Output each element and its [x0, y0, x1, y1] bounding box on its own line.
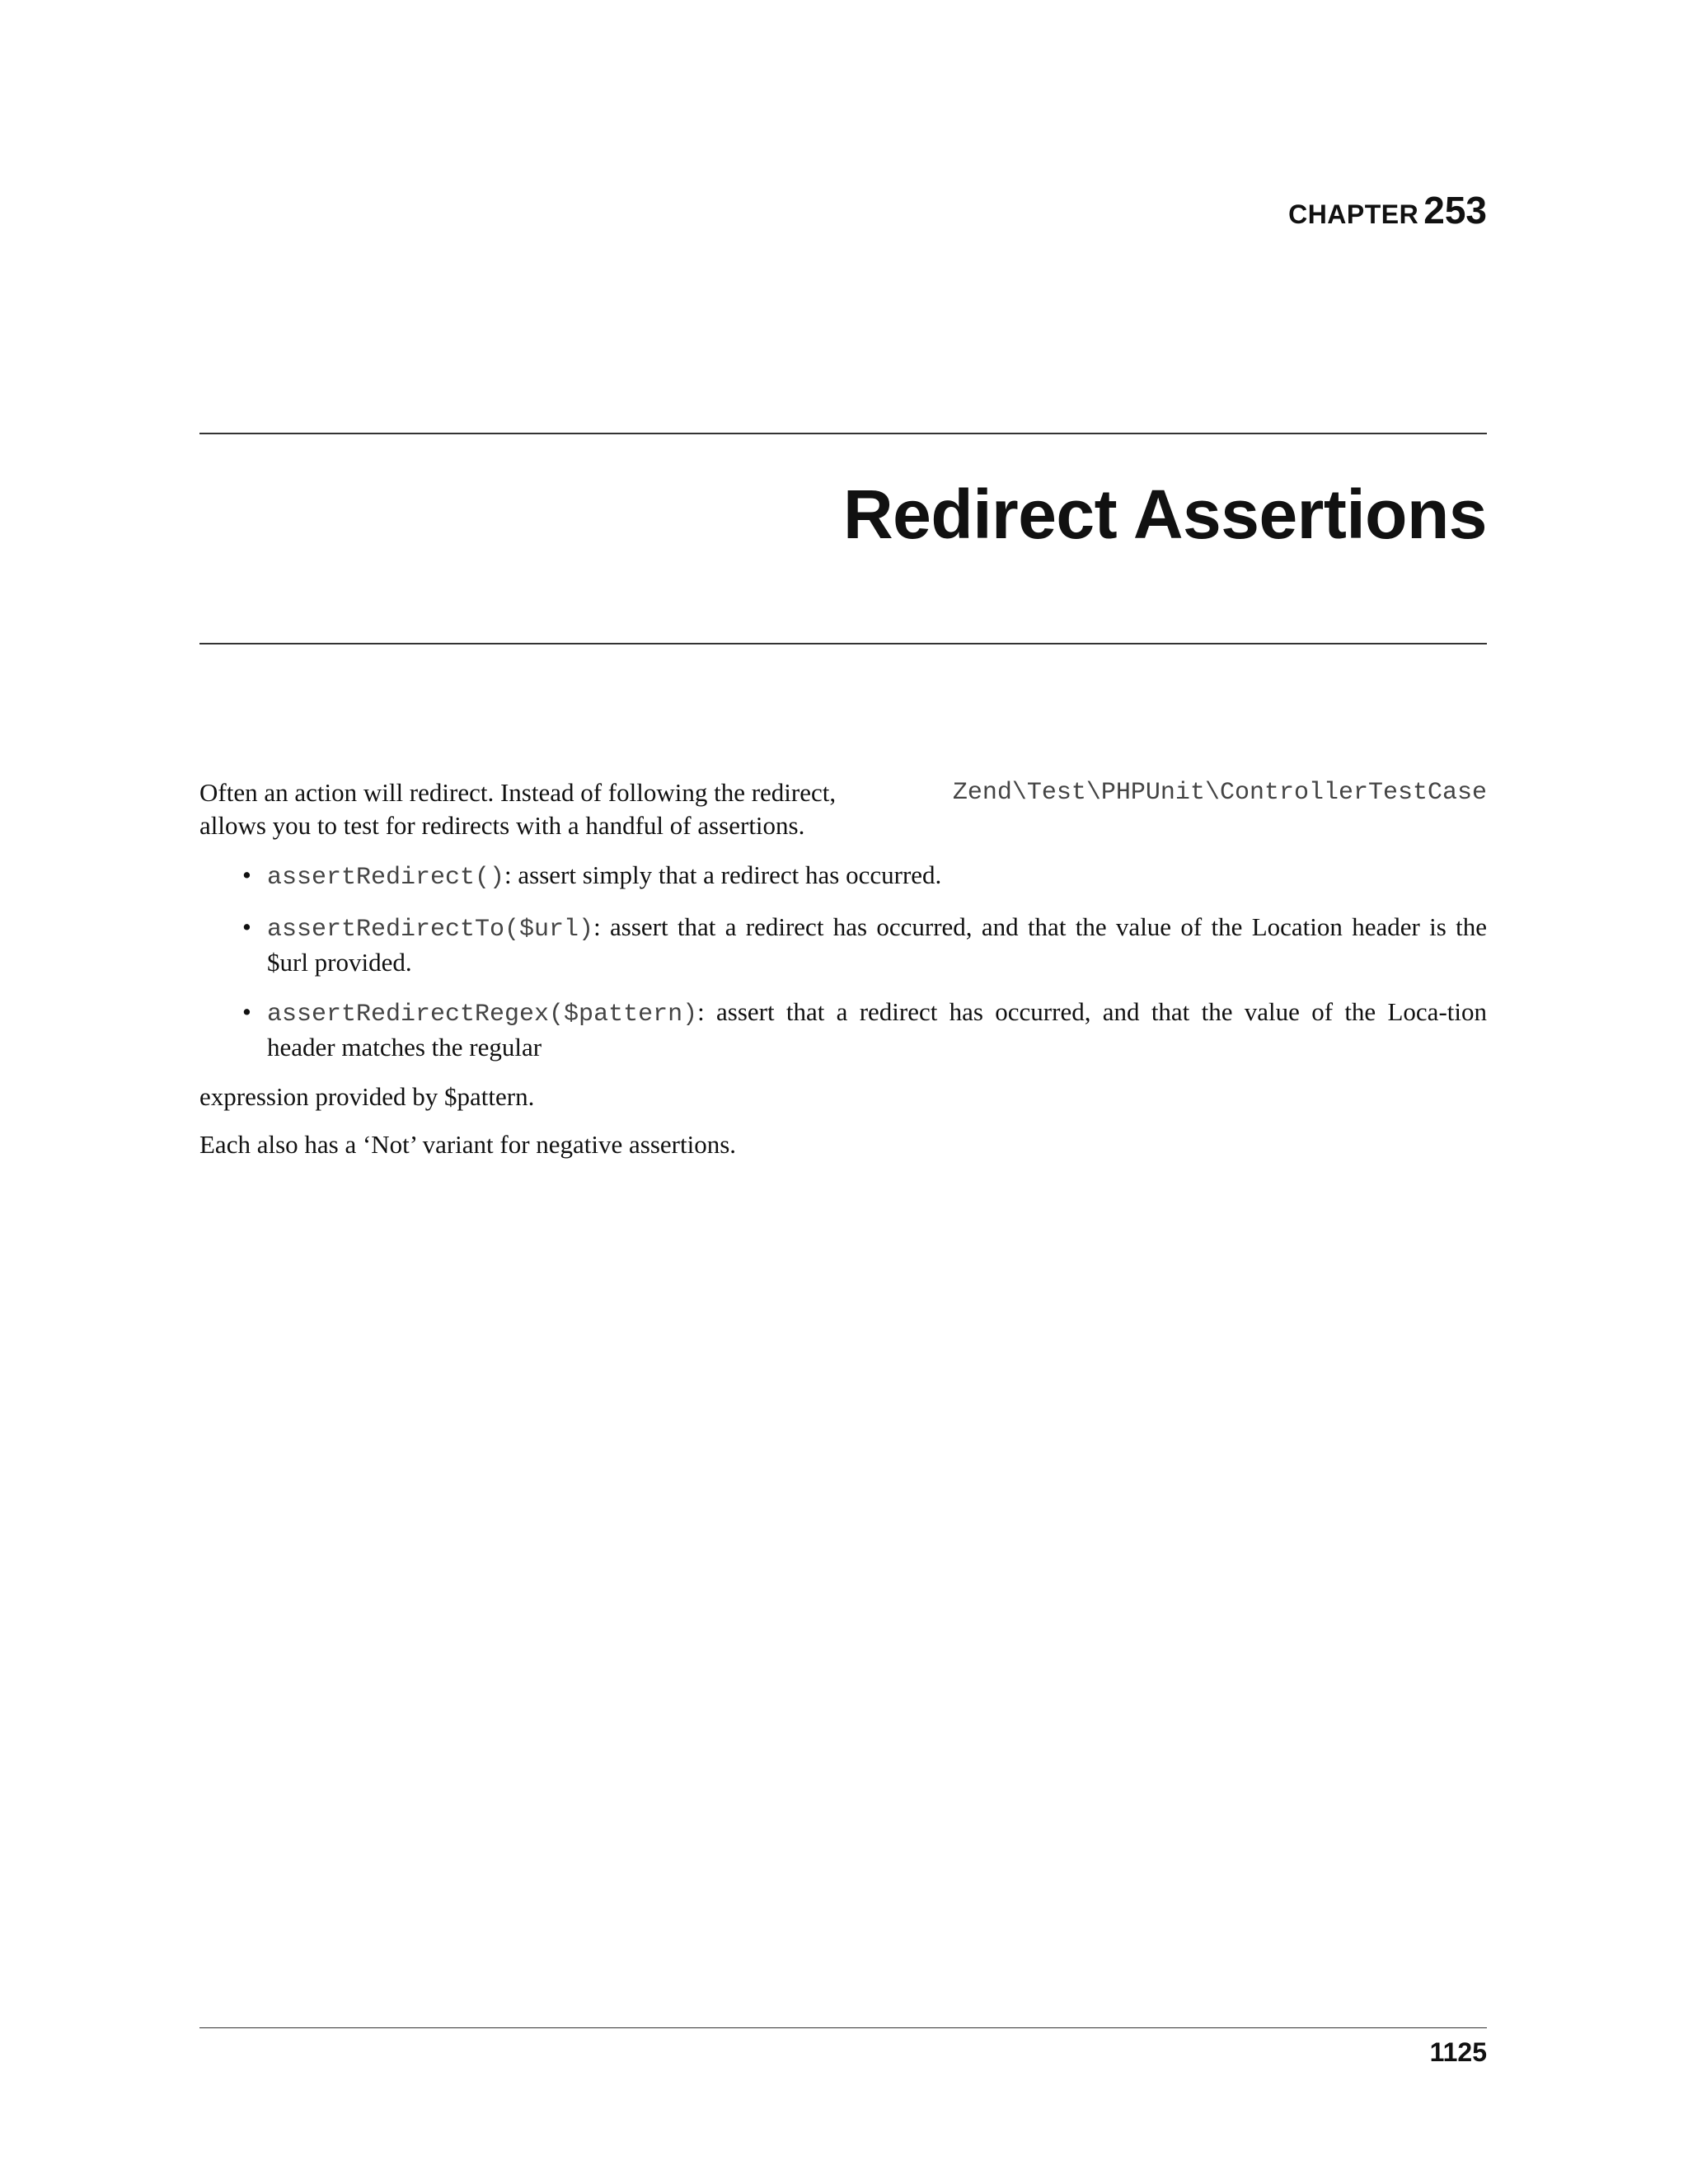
intro-line-1 — [199, 776, 1487, 809]
main-content — [199, 776, 1487, 1161]
chapter-word: CHAPTER — [1288, 199, 1419, 229]
title-bottom-divider — [199, 643, 1487, 644]
method-code: assertRedirectTo($url) — [267, 916, 594, 944]
bullet-icon: • — [242, 912, 251, 941]
list-item — [242, 911, 1487, 979]
page-number: 1125 — [1429, 2037, 1487, 2067]
intro-text: Often an action will redirect. Instead of following the redirect, — [199, 778, 837, 807]
intro-paragraph — [199, 776, 1487, 842]
bullet-icon: • — [242, 860, 251, 889]
method-description: : assert that a redirect has occurred, and that the value of the Loca-tion header matches the regular — [267, 997, 1487, 1062]
list-item — [242, 859, 1487, 894]
method-description: : assert that a redirect has occurred, and that the value of the Location header is the $url provided. — [267, 912, 1487, 977]
class-name-code: Zend\Test\PHPUnit\ControllerTestCase — [952, 779, 1487, 807]
continuation-paragraph: expression provided by $pattern. — [199, 1082, 535, 1111]
list-item — [242, 996, 1487, 1064]
intro-line-2: allows you to test for redirects with a handful of assertions. — [199, 811, 805, 840]
method-description: : assert simply that a redirect has occurred. — [504, 860, 942, 889]
footer-divider — [199, 2027, 1487, 2028]
page-title: Redirect Assertions — [843, 476, 1487, 553]
method-code: assertRedirect() — [267, 864, 505, 892]
negative-variant-paragraph: Each also has a ‘Not’ variant for negative assertions. — [199, 1130, 737, 1159]
chapter-number: 253 — [1423, 189, 1487, 232]
chapter-heading — [1288, 189, 1487, 232]
assertion-list — [199, 859, 1487, 1064]
title-top-divider — [199, 433, 1487, 434]
method-code: assertRedirectRegex($pattern) — [267, 1001, 698, 1029]
bullet-icon: • — [242, 997, 251, 1026]
